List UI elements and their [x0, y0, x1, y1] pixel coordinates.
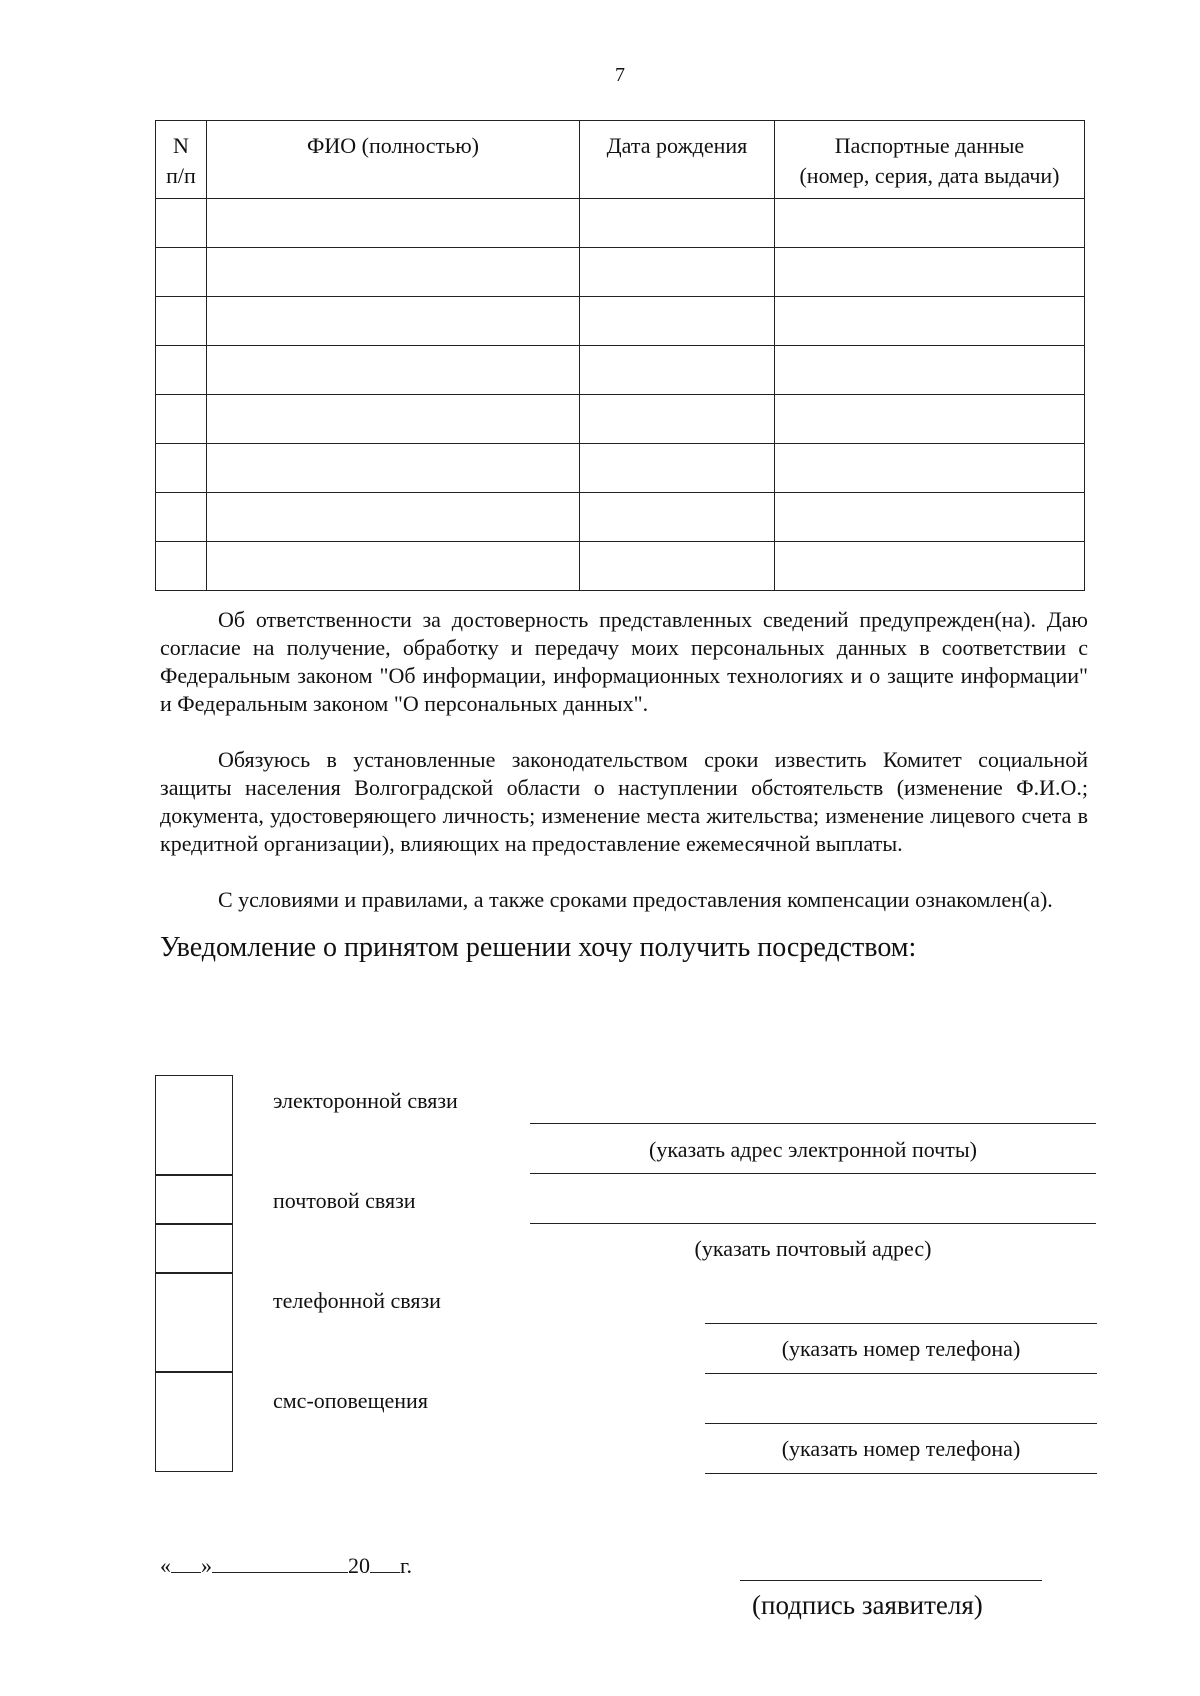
- cell-birthdate[interactable]: [580, 395, 775, 444]
- cell-fullname[interactable]: [207, 395, 580, 444]
- cell-birthdate[interactable]: [580, 542, 775, 591]
- cell-passport[interactable]: [775, 542, 1085, 591]
- date-day-field[interactable]: [171, 1552, 201, 1573]
- cell-fullname[interactable]: [207, 199, 580, 248]
- paragraph-responsibility: [160, 606, 1088, 718]
- hint-post: (указать почтовый адрес): [694, 1236, 932, 1261]
- option-label-post: почтовой связи: [273, 1188, 416, 1213]
- persons-table: [155, 120, 1085, 591]
- cell-number[interactable]: [156, 444, 207, 493]
- cell-number[interactable]: [156, 395, 207, 444]
- checkbox-post[interactable]: [155, 1174, 233, 1225]
- cell-birthdate[interactable]: [580, 346, 775, 395]
- hint-sms: (указать номер телефона): [781, 1436, 1021, 1461]
- cell-number[interactable]: [156, 542, 207, 591]
- cell-passport[interactable]: [775, 395, 1085, 444]
- table-row: [156, 542, 1085, 591]
- hint-phone: (указать номер телефона): [781, 1336, 1021, 1361]
- paragraph-obligation: [160, 746, 1088, 858]
- cell-passport[interactable]: [775, 248, 1085, 297]
- col-header-number: N п/п: [156, 121, 207, 199]
- date-line: [160, 1552, 412, 1579]
- date-close-quote: »: [201, 1553, 212, 1578]
- col-header-birthdate: Дата рождения: [580, 121, 775, 199]
- table-header-row: [156, 121, 1085, 199]
- cell-fullname[interactable]: [207, 444, 580, 493]
- phone-input-line[interactable]: [705, 1323, 1097, 1324]
- page-number: 7: [615, 64, 625, 86]
- cell-passport[interactable]: [775, 297, 1085, 346]
- date-year-prefix: 20: [348, 1553, 370, 1578]
- email-input-line-2[interactable]: [530, 1173, 1096, 1174]
- cell-number[interactable]: [156, 297, 207, 346]
- checkbox-phone[interactable]: [155, 1272, 233, 1373]
- cell-passport[interactable]: [775, 444, 1085, 493]
- cell-number[interactable]: [156, 346, 207, 395]
- paragraph-obligation-text: Обязуюсь в установленные законодательством сроки известить Комитет социальной защиты населения Волгоградской области о наступлении обстоятельств (изменение Ф.И.О.; документа, удостоверяющего личность; изменение места жительства; изменение лицевого счета в кредитной организации), влияющих на предоставление ежемесячной выплаты.: [160, 747, 1088, 856]
- date-month-field[interactable]: [212, 1552, 348, 1573]
- table-row: [156, 248, 1085, 297]
- option-label-phone: телефонной связи: [273, 1288, 441, 1313]
- cell-fullname[interactable]: [207, 248, 580, 297]
- paragraph-acknowledgement: [160, 886, 1088, 914]
- table-row: [156, 493, 1085, 542]
- table-row: [156, 346, 1085, 395]
- paragraph-acknowledgement-text: С условиями и правилами, а также сроками предоставления компенсации ознакомлен(а).: [218, 887, 1053, 912]
- table-row: [156, 444, 1085, 493]
- cell-birthdate[interactable]: [580, 297, 775, 346]
- date-year-field[interactable]: [370, 1552, 400, 1573]
- cell-number[interactable]: [156, 248, 207, 297]
- col-header-passport: Паспортные данные (номер, серия, дата выдачи): [775, 121, 1085, 199]
- checkbox-post-extra[interactable]: [155, 1223, 233, 1274]
- cell-birthdate[interactable]: [580, 444, 775, 493]
- cell-number[interactable]: [156, 199, 207, 248]
- sms-input-line[interactable]: [705, 1423, 1097, 1424]
- cell-fullname[interactable]: [207, 346, 580, 395]
- cell-birthdate[interactable]: [580, 248, 775, 297]
- phone-input-line-2[interactable]: [705, 1373, 1097, 1374]
- cell-fullname[interactable]: [207, 542, 580, 591]
- notice-title: Уведомление о принятом решении хочу получить посредством:: [160, 932, 917, 963]
- cell-fullname[interactable]: [207, 297, 580, 346]
- email-input-line[interactable]: [530, 1123, 1096, 1124]
- cell-passport[interactable]: [775, 493, 1085, 542]
- date-open-quote: «: [160, 1553, 171, 1578]
- option-label-email: электоронной связи: [273, 1088, 458, 1113]
- checkbox-email[interactable]: [155, 1075, 233, 1176]
- cell-number[interactable]: [156, 493, 207, 542]
- persons-table-body: [156, 199, 1085, 591]
- signature-label: (подпись заявителя): [752, 1590, 983, 1620]
- table-row: [156, 297, 1085, 346]
- cell-passport[interactable]: [775, 346, 1085, 395]
- paragraph-responsibility-text: Об ответственности за достоверность представленных сведений предупрежден(на). Даю согласие на получение, обработку и передачу моих персональных данных в соответствии с Федеральным законом "Об информации, информационных технологиях и о защите информации" и Федеральным законом "О персональных данных".: [160, 607, 1088, 716]
- cell-birthdate[interactable]: [580, 199, 775, 248]
- sms-input-line-2[interactable]: [705, 1473, 1097, 1474]
- cell-birthdate[interactable]: [580, 493, 775, 542]
- signature-line[interactable]: [740, 1580, 1042, 1581]
- hint-email: (указать адрес электронной почты): [649, 1137, 977, 1162]
- date-year-suffix: г.: [400, 1553, 413, 1578]
- col-header-fullname: ФИО (полностью): [207, 121, 580, 199]
- checkbox-sms[interactable]: [155, 1371, 233, 1472]
- option-label-sms: смс-оповещения: [273, 1388, 428, 1413]
- cell-passport[interactable]: [775, 199, 1085, 248]
- table-row: [156, 395, 1085, 444]
- table-row: [156, 199, 1085, 248]
- post-input-line[interactable]: [530, 1223, 1096, 1224]
- cell-fullname[interactable]: [207, 493, 580, 542]
